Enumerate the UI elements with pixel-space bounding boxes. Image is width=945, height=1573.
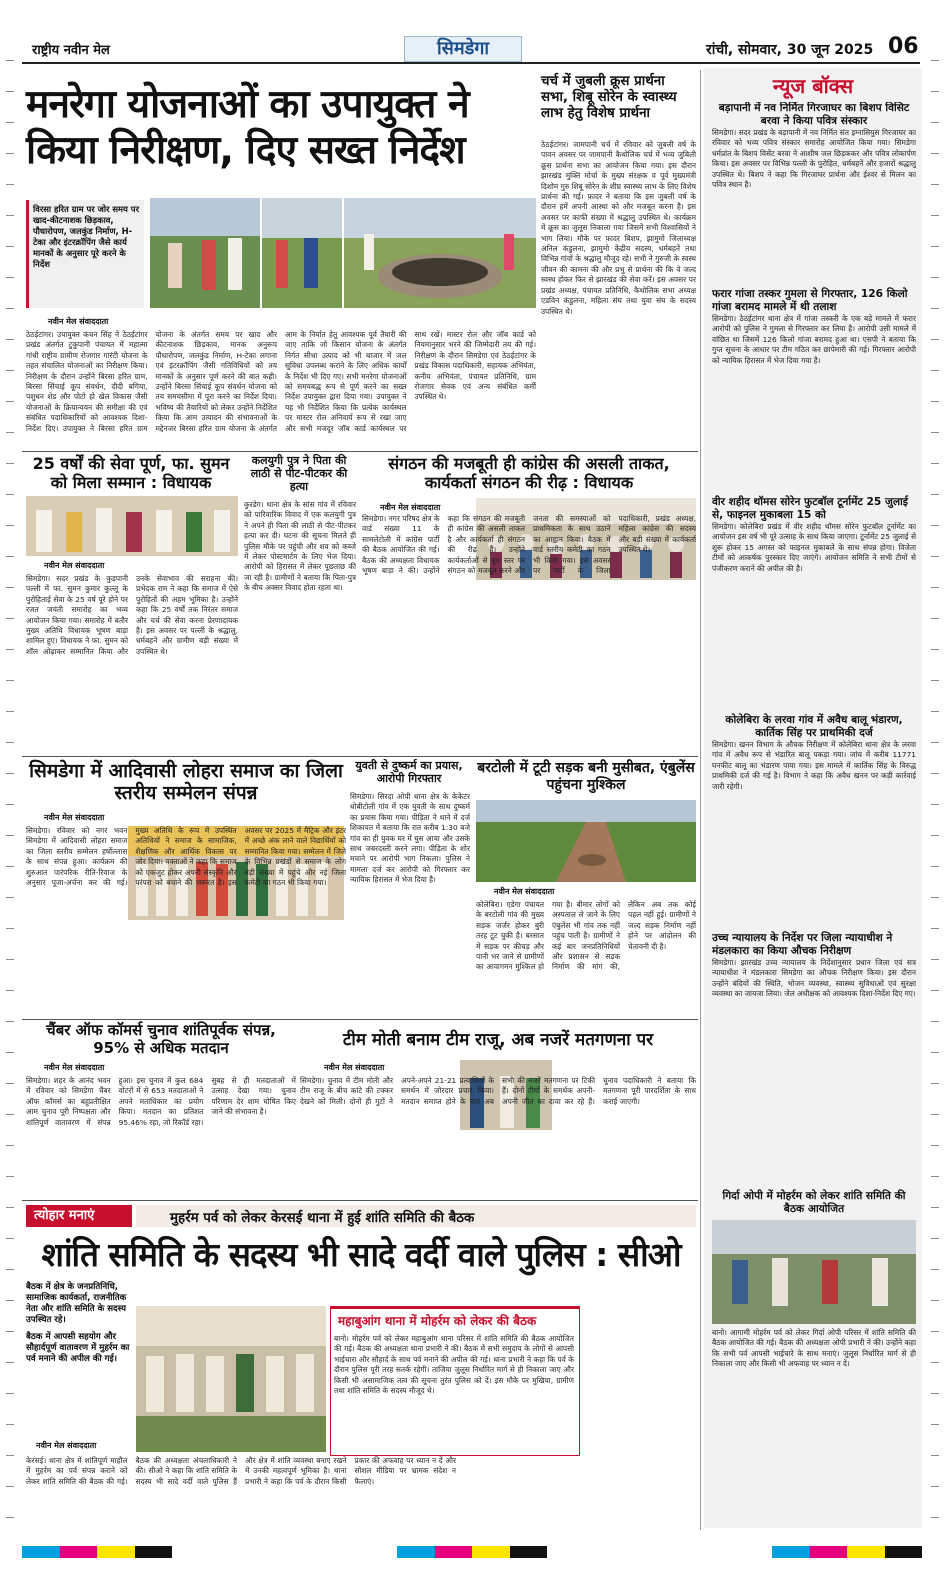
- lead-highlight: विरसा हरित ग्राम पर जोर समय पर खाद-कीटनाशक छिड़काव, पौधारोपण, जलकुंड निर्माण, H-टेका और इंटरक्रॉपिंग जैसे कार्य मानकों के अनुसार पूरे करने के निर्देश: [33, 204, 139, 269]
- shop-headline: युवती से दुष्कर्म का प्रयास, आरोपी गिरफ्तार: [355, 759, 463, 785]
- shop-body: सिमडेगा। सिरदा ओपी थाना क्षेत्र के केकेटर धोबीटोली गांव में एक युवती के साथ दुष्कर्म का प्रयास किया गया। पीड़िता ने थाने में दर्ज शिकायत में बताया कि रात करीब 1:30 बजे गांव का ही युवक घर में घुस आया और उसके साथ जबरदस्ती करने लगा। पीड़िता के शोर मचाने पर आरोपी भाग निकला। पुलिस ने मामला दर्ज कर आरोपी को गिरफ्तार कर न्यायिक हिरासत में भेज दिया है।: [350, 792, 470, 885]
- row-rule-2: [22, 756, 698, 757]
- col-divider-1: [700, 70, 701, 1530]
- festival-tag: त्योहार मनाएं: [26, 1205, 132, 1227]
- road-headline: बरटोली में टूटी सड़क बनी मुसीबत, एंबुलेंस पहुंचना मुश्किल: [477, 760, 695, 793]
- newsbox-item-title: उच्च न्यायालय के निर्देश पर जिला न्यायाधीश ने मंडलकारा का किया औचक निरीक्षण: [712, 932, 893, 957]
- lohra-headline: सिमडेगा में आदिवासी लोहरा समाज का जिला स्तरीय सम्मेलन संपन्न: [29, 760, 343, 805]
- congress-body: सिमडेगा। नगर परिषद क्षेत्र के वार्ड संख्या 11 के सामलेटोली में कांग्रेस पार्टी की बैठक आयोजित की गई। बैठक की अध्यक्षता विधायक भूषण बाड़ा ने की। उन्होंने कहा कि संगठन की मजबूती ही कांग्रेस की असली ताकत है और कार्यकर्ता ही संगठन की रीढ़ हैं। उन्होंने कार्यकर्ताओं से बूथ स्तर पर संगठन को मजबूत करने और जनता की समस्याओं को प्राथमिकता के साथ उठाने का आह्वान किया। बैठक में वार्ड स्तरीय कमेटी का गठन भी किया गया। इस अवसर पर पार्टी के जिला पदाधिकारी, प्रखंड अध्यक्ष, महिला कांग्रेस की सदस्य और बड़ी संख्या में कार्यकर्ता उपस्थित थे।: [362, 514, 696, 576]
- suman-byline: नवीन मेल संवाददाता: [44, 561, 105, 570]
- newsbox-photo: [712, 1220, 916, 1324]
- festival-photo: [136, 1306, 326, 1452]
- road-byline: नवीन मेल संवाददाता: [494, 887, 555, 896]
- chamber-byline: नवीन मेल संवाददाता: [44, 1063, 105, 1072]
- row-rule-4: [22, 1200, 698, 1201]
- registration-mark-left: [6, 30, 14, 1530]
- newsbox-item: [712, 714, 916, 926]
- festival-bullet: बैठक में आपसी सहयोग और सौहार्दपूर्ण वातावरण में मुहर्रम का पर्व मनाने की अपील की गई।: [26, 1332, 130, 1364]
- newsbox-item-body: सिमडेगा। झारखंड उच्च न्यायालय के निर्देशानुसार प्रधान जिला एवं सत्र न्यायाधीश ने मंडलकारा सिमडेगा का औचक निरीक्षण किया। इस दौरान उन्होंने बंदियों की स्थिति, भोजन व्यवस्था, स्वास्थ्य सुविधाओं एवं सुरक्षा व्यवस्था का जायजा लिया। जेल अधीक्षक को आवश्यक दिशा-निर्देश दिए गए।: [712, 958, 916, 999]
- lead-photo-3: [344, 198, 536, 308]
- page-number: 06: [888, 34, 919, 59]
- masthead-rule: [22, 62, 920, 64]
- lead-body: ठेठईटांगर। उपायुक्त कंचन सिंह ने ठेठईटांगर प्रखंड अंतर्गत टुकुपानी पंचायत में महात्मा गांधी राष्ट्रीय ग्रामीण रोजगार गारंटी योजना के तहत संचालित योजनाओं का निरीक्षण किया। निरीक्षण के दौरान उन्होंने बिरसा हरित ग्राम, बिरसा सिंचाई कूप संवर्धन, दीदी बगिया, पशुधन शेड और पोटो हो खेल विकास जैसी योजनाओं के क्रियान्वयन की समीक्षा की एवं संबंधित पदाधिकारियों को आवश्यक दिशा-निर्देश दिए। उपायुक्त ने बिरसा हरित ग्राम योजना के अंतर्गत समय पर खाद और कीटनाशक छिड़काव, मानक अनुरूप पौधारोपण, जलकुंड निर्माण, H-टेका लगाना एवं इंटरक्रॉपिंग जैसी गतिविधियों को तय मानकों के अनुसार पूर्ण करने की बात कही। उन्होंने बिरसा सिंचाई कूप संवर्धन योजना को तय समयसीमा में पूरा करने का निर्देश दिया। भविष्य की तैयारियों को लेकर उन्होंने निर्देशित किया कि आम उत्पादन की संभावनाओं के मद्देनजर बिरसा हरित ग्राम योजना के अंतर्गत आम के निर्यात हेतु आवश्यक पूर्व तैयारी की जाए ताकि जो किसान योजना के अंतर्गत निर्गत सीधा उत्पाद को भी बाजार में जल सुविधा उपलब्ध कराने के लिए अधिक कार्यों के निर्देश भी दिए गए। सभी मनरेगा योजनाओं को समयबद्ध रूप से पूर्ण करने का सख्त निर्देश उपायुक्त द्वारा दिया गया। उपायुक्त ने यह भी निर्देशित किया कि प्रत्येक कार्यस्थल पर मास्टर रोल अनिवार्य रूप से रखा जाए और सभी मजदूर जॉब कार्ड कार्यस्थल पर साथ रखें। मास्टर रोल और जॉब कार्ड को नियमानुसार भरने की जिम्मेदारी तय की गई। निरीक्षण के दौरान सिमडेगा एवं ठेठईटांगर के प्रखंड विकास पदाधिकारी, सहायक अभियंता, कनीय अभियंता, पंचायत प्रतिनिधि, ग्राम रोजगार सेवक एवं अन्य संबंधित कर्मी उपस्थित थे।: [26, 330, 536, 433]
- newsbox-item: [712, 932, 916, 1184]
- newsbox-title: न्यूज बॉक्स: [772, 74, 854, 98]
- paper-name: राष्ट्रीय नवीन मेल: [32, 43, 110, 58]
- newsbox-item-title: फरार गांजा तस्कर गुमला से गिरफ्तार, 126 किलो गांजा बरामद मामले में थी तलाश: [712, 288, 908, 313]
- festival-strap: मुहर्रम पर्व को लेकर केरसई थाना में हुई शांति समिति की बैठक: [170, 1211, 475, 1226]
- murder-body: कुरडेग। थाना क्षेत्र के सांस गांव में रविवार को पारिवारिक विवाद में एक कलयुगी पुत्र ने अपने ही पिता की लाठी से पीट-पीटकर हत्या कर दी। घटना की सूचना मिलते ही पुलिस मौके पर पहुंची और शव को कब्जे में लेकर पोस्टमार्टम के लिए भेज दिया। आरोपी को हिरासत में लेकर पूछताछ की जा रही है। ग्रामीणों ने बताया कि पिता-पुत्र के बीच अक्सर विवाद होता रहता था।: [244, 500, 356, 593]
- lohra-byline: नवीन मेल संवाददाता: [44, 813, 105, 822]
- newsbox-item-title: बड़ापानी में नव निर्मित गिरजाघर का बिशप विसिट बरवा ने किया पवित्र संस्कार: [718, 102, 910, 127]
- row-rule-1: [22, 451, 698, 452]
- mahabuang-body: बानो। मोहर्रम पर्व को लेकर महाबुआंग थाना परिसर में शांति समिति की बैठक आयोजित की गई। बैठक की अध्यक्षता थाना प्रभारी ने की। बैठक में सभी समुदाय के लोगों से आपसी भाईचारा और सौहार्द के साथ पर्व मनाने की अपील की गई। थाना प्रभारी ने कहा कि पर्व के दौरान पुलिस पूरी तरह सतर्क रहेगी। ताजिया जुलूस निर्धारित मार्ग से ही निकाला जाए और किसी भी असामाजिक तत्व की सूचना तुरंत पुलिस को दें। इस मौके पर मुखिया, ग्रामीण तथा शांति समिति के सदस्य मौजूद थे।: [334, 1334, 574, 1396]
- section-tab: सिमडेगा: [404, 36, 522, 62]
- murder-headline: कलयुगी पुत्र ने पिता की लाठी से पीट-पीटकर की हत्या: [250, 454, 348, 493]
- congress-headline: संगठन की मजबूती ही कांग्रेस की असली ताकत, कार्यकर्ता संगठन की रीढ़ : विधायक: [388, 454, 670, 492]
- newsbox-item-body: बानो। आगामी मोहर्रम पर्व को लेकर गिर्दा ओपी परिसर में शांति समिति की बैठक आयोजित की गई। बैठक की अध्यक्षता ओपी प्रभारी ने की। उन्होंने कहा कि सभी पर्व आपसी भाईचारे के साथ मनाएं। जुलूस निर्धारित मार्ग से ही निकाला जाए और किसी भी अफवाह पर ध्यान न दें।: [712, 1328, 916, 1369]
- registration-mark-right: [931, 30, 939, 1530]
- newsbox-item-body: सिमडेगा। सदर प्रखंड के बड़ापानी में नव निर्मित संत इग्नासियुस गिरजाघर का रविवार को भव्य पवित्र संस्कार समारोह आयोजित किया गया। सिमडेगा धर्मप्रांत के बिशप विसेंट बरवा ने आशीष जल छिड़ककर और पवित्र लोकार्पण किया। इस अवसर पर विभिन्न पल्ली के पुरोहित, धर्मबहनें और हजारों श्रद्धालु उपस्थित थे। बिशप ने कहा कि गिरजाघर प्रार्थना और ईश्वर से मिलन का पवित्र स्थान है।: [712, 128, 916, 190]
- congress-byline: नवीन मेल संवाददाता: [380, 503, 441, 512]
- festival-bullet: बैठक में क्षेत्र के जनप्रतिनिधि, सामाजिक कार्यकर्ता, राजनीतिक नेता और शांति समिति के सदस्य उपस्थित रहे।: [26, 1282, 127, 1325]
- festival-body: केरसई। थाना क्षेत्र में शांतिपूर्ण माहौल में मुहर्रम का पर्व संपन्न कराने को लेकर शांति समिति की बैठक की गई। बैठक की अध्यक्षता अंचलाधिकारी ने की। सीओ ने कहा कि शांति समिति के सदस्य भी सादे वर्दी वाले पुलिस हैं और क्षेत्र में शांति व्यवस्था बनाए रखने में उनकी महत्वपूर्ण भूमिका है। थाना प्रभारी ने कहा कि पर्व के दौरान किसी प्रकार की अफवाह पर ध्यान न दें और सोशल मीडिया पर भ्रामक संदेश न फैलाएं।: [26, 1456, 456, 1486]
- road-photo: [476, 800, 696, 882]
- lead-highlight-box: [26, 200, 144, 308]
- newsbox-item-title: वीर शहीद थॉमस सोरेन फुटबॉल टूर्नामेंट 25 जुलाई से, फाइनल मुकाबला 15 को: [712, 496, 908, 521]
- newsbox-item: [712, 288, 916, 490]
- newsbox-item: [712, 496, 916, 708]
- festival-bullets: [26, 1282, 130, 1365]
- color-registration-bar: [22, 1546, 922, 1558]
- masthead: [0, 0, 945, 70]
- lead-photo-1: [150, 198, 260, 308]
- newsbox-item: [712, 1190, 916, 1498]
- newsbox-items: [712, 102, 916, 1522]
- chamber-body: सिमडेगा। शहर के आनंद भवन में रविवार को सिमडेगा चैंबर ऑफ कॉमर्स का बहुप्रतीक्षित आम चुनाव पूरी निष्पक्षता और शांतिपूर्ण वातावरण में संपन्न हुआ। इस चुनाव में कुल 684 वोटरों में से 653 मतदाताओं ने अपने मताधिकार का प्रयोग किया। मतदान का प्रतिशत 95.46% रहा, जो रिकॉर्ड रहा। सुबह से ही मतदाताओं में उत्साह देखा गया। चुनाव परिणाम देर शाम घोषित किए जाने की संभावना है।: [26, 1076, 296, 1127]
- lead-photo-2: [262, 198, 342, 308]
- festival-byline: नवीन मेल संवाददाता: [36, 1441, 97, 1450]
- chamber-headline: चैंबर ऑफ कॉमर्स चुनाव शांतिपूर्वक संपन्न, 95% से अधिक मतदान: [46, 1021, 276, 1057]
- mahabuang-headline: महाबुआंग थाना में मोहर्रम को लेकर की बैठक: [338, 1314, 537, 1328]
- team-headline: टीम मोती बनाम टीम राजू, अब नजरें मतगणना पर: [342, 1030, 654, 1050]
- newsbox-item-title: गिर्दा ओपी में मोहर्रम को लेकर शांति समिति की बैठक आयोजित: [722, 1190, 906, 1215]
- lead-headline: मनरेगा योजनाओं का उपायुक्त ने किया निरीक्षण, दिए सख्त निर्देश: [26, 82, 469, 173]
- road-body: कोलेबिरा। एडेगा पंचायत के बरटोली गांव की मुख्य सड़क जर्जर होकर बुरी तरह टूट चुकी है। बरसात में सड़क पर कीचड़ और पानी भर जाने से ग्रामीणों का आवागमन मुश्किल हो गया है। बीमार लोगों को अस्पताल ले जाने के लिए एंबुलेंस भी गांव तक नहीं पहुंच पाती है। ग्रामीणों ने कई बार जनप्रतिनिधियों और प्रशासन से सड़क निर्माण की मांग की, लेकिन अब तक कोई पहल नहीं हुई। ग्रामीणों ने जल्द सड़क निर्माण नहीं होने पर आंदोलन की चेतावनी दी है।: [476, 900, 696, 972]
- suman-body: सिमडेगा। सदर प्रखंड के कुड़पानी पल्ली में फा. सुमन कुमार कुल्लू के पुरोहिताई सेवा के 25 वर्ष पूरे होने पर रजत जयंती समारोह का भव्य आयोजन किया गया। समारोह में बतौर मुख्य अतिथि विधायक भूषण बाड़ा शामिल हुए। विधायक ने फा. सुमन को शॉल ओढ़ाकर सम्मानित किया और उनके सेवाभाव की सराहना की। प्रभेदक राम ने कहा कि समाज में ऐसे पुरोहितों की अहम भूमिका है। उन्होंने कहा कि 25 वर्षों तक निरंतर समाज और चर्च की सेवा करना प्रेरणादायक है। इस अवसर पर पल्ली के श्रद्धालु, धर्मबहनें और ग्रामीण बड़ी संख्या में उपस्थित थे।: [26, 574, 238, 656]
- mahabuang-body-continued: [464, 1460, 696, 1526]
- lead-byline: नवीन मेल संवाददाता: [48, 317, 109, 326]
- team-body: सिमडेगा। चुनाव में टीम मोती और टीम राजू के बीच कांटे की टक्कर देखने को मिली। दोनों ही गुटों ने अपने-अपने 21-21 प्रत्याशियों के समर्थन में जोरदार प्रचार किया। मतदान समाप्त होने के बाद अब सभी की नजरें मतगणना पर टिकी हैं। दोनों टीमों के समर्थक अपनी-अपनी जीत का दावा कर रहे हैं। चुनाव पदाधिकारी ने बताया कि मतगणना पूरी पारदर्शिता के साथ कराई जाएगी।: [300, 1076, 696, 1106]
- newsbox-item-title: कोलेबिरा के लरवा गांव में अवैध बालू भंडारण, कार्तिक सिंह पर प्राथमिकी दर्ज: [725, 714, 903, 739]
- newsbox-item: [712, 102, 916, 282]
- suman-headline: 25 वर्षों की सेवा पूर्ण, फा. सुमन को मिला सम्मान : विधायक: [32, 454, 230, 492]
- dateline: रांची, सोमवार, 30 जून 2025: [706, 42, 874, 58]
- newsbox-item-body: सिमडेगा। खनन विभाग के औचक निरीक्षण में कोलेबिरा थाना क्षेत्र के लरवा गांव में अवैध रूप से भंडारित बालू पकड़ा गया। जांच में करीब 11771 घनफीट बालू का भंडारण पाया गया। इस मामले में कार्तिक सिंह के विरुद्ध प्राथमिकी दर्ज की गई है। विभाग ने कहा कि अवैध खनन पर कड़ी कार्रवाई जारी रहेगी।: [712, 740, 916, 791]
- row-rule-3: [22, 1019, 698, 1020]
- team-byline: नवीन मेल संवाददाता: [324, 1063, 385, 1072]
- newsbox-item-body: सिमडेगा। ठेठईटांगर थाना क्षेत्र में गांजा तस्करी के एक बड़े मामले में फरार आरोपी को पुलिस ने गुमला से गिरफ्तार कर लिया है। आरोपी उसी मामले में वांछित था जिसमें 126 किलो गांजा बरामद हुआ था। एसपी ने बताया कि गुप्त सूचना के आधार पर टीम गठित कर छापेमारी की गई। गिरफ्तार आरोपी को न्यायिक हिरासत में भेज दिया गया है।: [712, 314, 916, 365]
- suman-photo: [26, 496, 238, 556]
- church-body: ठेठईटांगर। जामपानी चर्च में रविवार को जुबली वर्ष के पावन अवसर पर जामपानी कैथोलिक चर्च में भव्य जुबिली क्रूस प्रार्थना सभा का आयोजन किया गया। इस दौरान झारखंड मुक्ति मोर्चा के मुख्य संरक्षक व पूर्व मुख्यमंत्री दिशोम गुरु शिबू सोरेन के शीघ्र स्वास्थ्य लाभ के लिए विशेष प्रार्थना की गई। फ़ादर ने बताया कि इस जुबली वर्ष के दौरान हमें अपनी आस्था को और मजबूत करना है। इस अवसर पर काफी संख्या में श्रद्धालु उपस्थित थे। कार्यक्रम में क्रूस का जुलूस निकाला गया जिसमें सभी विश्वासियों ने भाग लिया। मौके पर फ़ादर बिशप, झामुमो जिलाध्यक्ष अनिल कंडुलना, झामुमो केंद्रीय सदस्य, धर्मबहनें तथा विभिन्न गांवों के श्रद्धालु मौजूद रहे। सभी ने गुरुजी के स्वस्थ जीवन की कामना की और प्रभु से प्रार्थना की कि वे जल्द स्वस्थ होकर फिर से झारखंड की सेवा करें। इस अवसर पर प्रखंड अध्यक्ष, पंचायत प्रतिनिधि, कैथोलिक सभा अध्यक्ष एडविन कंडुलना, महिला संघ तथा युवा संघ के सदस्य उपस्थित थे।: [541, 140, 696, 316]
- lohra-body: सिमडेगा। रविवार को नगर भवन सिमडेगा में आदिवासी लोहरा समाज का जिला स्तरीय सम्मेलन हर्षोल्लास के साथ संपन्न हुआ। कार्यक्रम की शुरुआत पारंपरिक रीति-रिवाज के अनुसार पूजा-अर्चना कर की गई। मुख्य अतिथि के रूप में उपस्थित अतिथियों ने समाज के सामाजिक, शैक्षणिक और आर्थिक विकास पर जोर दिया। वक्ताओं ने कहा कि समाज को एकजुट होकर अपनी संस्कृति और परंपरा को बचाने की जरूरत है। इस अवसर पर 2025 में मैट्रिक और इंटर में अच्छे अंक लाने वाले विद्यार्थियों को सम्मानित किया गया। सम्मेलन में जिले के विभिन्न प्रखंडों से समाज के लोग बड़ी संख्या में पहुंचे और नई जिला कमेटी का गठन भी किया गया।: [26, 826, 346, 888]
- church-headline: चर्च में जुबली क्रूस प्रार्थना सभा, शिबू सोरेन के स्वास्थ्य लाभ हेतु विशेष प्रार्थना: [541, 74, 677, 121]
- newsbox-item-body: सिमडेगा। कोलेबिरा प्रखंड में वीर शहीद थॉमस सोरेन फुटबॉल टूर्नामेंट का आयोजन इस वर्ष भी पूरे उत्साह के साथ किया जाएगा। टूर्नामेंट 25 जुलाई से शुरू होकर 15 अगस्त को फाइनल मुकाबले के साथ संपन्न होगा। विजेता टीमों को आकर्षक पुरस्कार दिए जाएंगे। आयोजन समिति ने सभी टीमों से पंजीकरण कराने की अपील की है।: [712, 522, 916, 573]
- festival-headline: शांति समिति के सदस्य भी सादे वर्दी वाले पुलिस : सीओ: [41, 1235, 681, 1274]
